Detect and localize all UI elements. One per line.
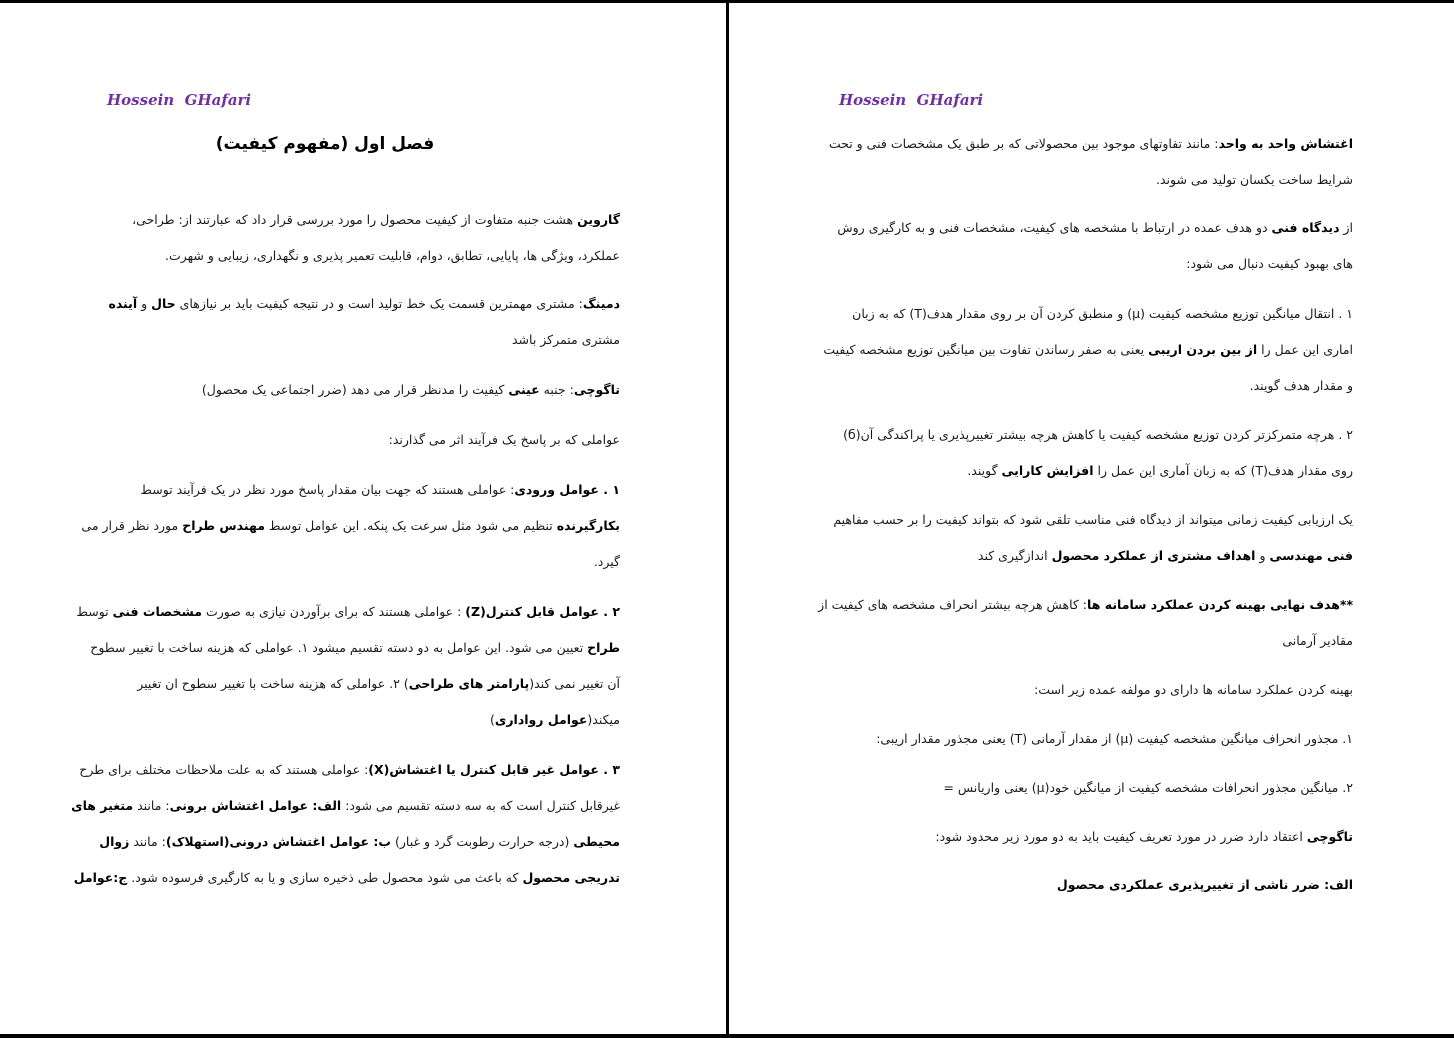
text-run: : مانند تفاوتهای موجود بین محصولاتی که بر طبق یک مشخصات فنی و تحت [828, 136, 1219, 151]
bold-term: حال [151, 296, 176, 311]
paragraph [106, 286, 620, 358]
text-line [839, 210, 1353, 246]
paragraph [839, 417, 1353, 489]
text-run: بهینه کردن عملکرد سامانه ها دارای دو مولفه عمده زیر است: [1034, 682, 1353, 697]
text-run: ۱ . انتقال میانگین توزیع مشخصه کیفیت (μ) و منطبق کردن آن بر روی مقدار هدف(T) که به زبان [852, 306, 1353, 321]
text-run: کیفیت را مدنظر قرار می دهد (ضرر اجتماعی یک محصول) [201, 382, 509, 397]
text-run: های بهبود کیفیت دنبال می شود: [1186, 256, 1353, 271]
text-run: توسط [76, 604, 113, 619]
text-run: ) [490, 712, 495, 727]
bold-term: متغیر های [71, 798, 134, 813]
bold-term: محیطی [573, 834, 620, 849]
bold-term: دیدگاه فنی [1271, 220, 1340, 235]
bold-term: عوامل رواداری [494, 712, 588, 727]
text-line [106, 202, 620, 238]
text-run: : مشتری مهمترین قسمت یک خط تولید است و در نتیجه کیفیت باید بر نیازهای [175, 296, 583, 311]
text-run: : مانند [133, 798, 170, 813]
text-run: گویند. [967, 463, 1002, 478]
paragraph [106, 202, 620, 274]
bold-term: اغتشاش واحد به واحد [1218, 136, 1353, 151]
text-run: مشتری متمرکز باشد [511, 332, 620, 347]
text-run: اعتقاد دارد ضرر در مورد تعریف کیفیت باید به دو مورد زیر محدود شود: [935, 829, 1307, 844]
paragraph [839, 721, 1353, 757]
bold-term: افزایش کارایی [1001, 463, 1094, 478]
paragraph [839, 210, 1353, 282]
text-run: از [1339, 220, 1353, 235]
text-run: عملکرد، ویژگی ها، پایایی، تطابق، دوام، قابلیت تعمیر پذیری و نگهداری، زیبایی و شهرت. [165, 248, 620, 263]
text-line [839, 368, 1353, 404]
bold-term: بکارگیرنده [556, 518, 620, 533]
bold-term: اهداف مشتری از عملکرد محصول [1051, 548, 1256, 563]
paragraph [81, 472, 620, 580]
text-run: ۲ . هرچه متمرکزتر کردن توزیع مشخصه کیفیت یا کاهش هرچه بیشتر تغییرپذیری یا پراکندگی آن(б) [843, 427, 1353, 442]
text-run: و [1255, 548, 1270, 563]
text-line [839, 672, 1353, 708]
text-run: ۱. مجذور انحراف میانگین مشخصه کیفیت (μ) از مقدار آرمانی (T) یعنی مجذور مقدار اریبی: [876, 731, 1353, 746]
bold-term: **هدف نهایی بهینه کردن عملکرد سامانه ها [1087, 597, 1353, 612]
bold-term: ۱ . عوامل ورودی [514, 482, 620, 497]
paragraph [818, 587, 1353, 659]
text-run: اندازگیری کند [977, 548, 1052, 563]
text-line [839, 296, 1353, 332]
bold-term: فنی مهندسی [1269, 548, 1353, 563]
bold-term: ۲ . عوامل قابل کنترل(Z) [465, 604, 620, 619]
bold-term: تاگوچی [573, 382, 620, 397]
left-page-text [71, 202, 620, 896]
text-line [828, 126, 1353, 162]
text-line [823, 332, 1353, 368]
text-run: هشت جنبه متفاوت از کیفیت محصول را مورد بررسی قرار داد که عبارتند از: طراحی، [132, 212, 578, 227]
paragraph [839, 867, 1353, 903]
text-line [106, 702, 620, 738]
text-line [106, 322, 620, 358]
bold-term: ۳ . عوامل غیر قابل کنترل یا اغتشاش(X) [368, 762, 620, 777]
text-line [73, 860, 620, 896]
text-run: گیرد. [593, 554, 620, 569]
text-run: تنظیم می شود مثل سرعت یک پنکه. این عوامل توسط [264, 518, 557, 533]
text-run: شرایط ساخت یکسان تولید می شوند. [1156, 172, 1353, 187]
text-run: مقادیر آرمانی [1282, 633, 1353, 648]
text-run: : کاهش هرچه بیشتر انحراف مشخصه های کیفیت از [818, 597, 1088, 612]
author-header: Hossein GHafari [839, 91, 984, 109]
paragraph [71, 752, 620, 896]
chapter-title: فصل اول (مفهوم کیفیت) [215, 134, 435, 154]
paragraph [839, 770, 1353, 806]
text-line [71, 788, 620, 824]
text-run: : عواملی هستند که به علت ملاحظات مختلف برای طرح [79, 762, 369, 777]
text-run: : جنبه [539, 382, 574, 397]
text-run: و [137, 296, 152, 311]
text-line [99, 824, 620, 860]
text-line [839, 417, 1353, 453]
text-run: ) ۲. عواملی که هزینه ساخت با تغییر سطوح ان تغییر [137, 676, 409, 691]
text-line [839, 770, 1353, 806]
right-page [729, 0, 1454, 1034]
text-run: تعیین می شود. این عوامل به دو دسته تقسیم میشود ۱. عواملی که هزینه ساخت با تغییر سطوح [90, 640, 588, 655]
bold-term: طراح [587, 640, 620, 655]
text-line [81, 508, 620, 544]
bold-term: دمینگ [582, 296, 620, 311]
text-line [76, 594, 620, 630]
text-run: عواملی که بر پاسخ یک فرآیند اثر می گذارند: [388, 432, 620, 447]
bold-term: از بین بردن اریبی [1148, 342, 1258, 357]
text-run: و مقدار هدف گویند. [1249, 378, 1353, 393]
paragraph [76, 594, 620, 738]
text-line [839, 246, 1353, 282]
paragraph [839, 672, 1353, 708]
text-run: یعنی به صفر رساندن تفاوت بین میانگین توزیع مشخصه کیفیت [823, 342, 1149, 357]
text-line [839, 453, 1353, 489]
text-run: غیرقابل کنترل است که به سه دسته تقسیم می شود: [341, 798, 620, 813]
text-line [818, 587, 1353, 623]
text-line [839, 538, 1353, 574]
bold-term: ب: عوامل اغتشاش درونی(استهلاک) [165, 834, 391, 849]
paragraph [833, 502, 1353, 574]
text-run: مورد نظر قرار می [81, 518, 183, 533]
text-run: دو هدف عمده در ارتباط با مشخصه های کیفیت، مشخصات فنی و به کارگیری روش [837, 220, 1272, 235]
text-line [106, 544, 620, 580]
text-run: یک ارزیابی کیفیت زمانی میتواند از دیدگاه فنی مناسب تلقی شود که بتواند کیفیت را بر حسب مفاهیم [833, 512, 1353, 527]
left-page [0, 0, 726, 1034]
bold-term: زوال [99, 834, 130, 849]
text-line [839, 623, 1353, 659]
text-line [106, 422, 620, 458]
text-run: : عواملی هستند که برای برآوردن نیازی به صورت [201, 604, 466, 619]
bold-term: تدریجی محصول [522, 870, 620, 885]
text-run: روی مقدار هدف(T) که به زبان آماری این عمل را [1093, 463, 1353, 478]
text-line [839, 721, 1353, 757]
text-run: : مانند [129, 834, 166, 849]
bold-term: مشخصات فنی [112, 604, 202, 619]
text-line [839, 162, 1353, 198]
text-run: آن تغییر نمی کند( [529, 676, 620, 691]
text-line [833, 502, 1353, 538]
bold-term: عینی [508, 382, 540, 397]
bold-term: گاروین [577, 212, 620, 227]
bottom-border [0, 1034, 1454, 1038]
text-run: : عواملی هستند که جهت بیان مقدار پاسخ مورد نظر در یک فرآیند توسط [140, 482, 515, 497]
text-run: اماری این عمل را [1257, 342, 1353, 357]
text-line [106, 472, 620, 508]
text-line [79, 752, 620, 788]
bold-term: الف: ضرر ناشی از تغییرپذیری عملکردی محصول [1056, 877, 1353, 892]
author-header: Hossein GHafari [107, 91, 252, 109]
text-run: میکند( [587, 712, 620, 727]
text-line [839, 819, 1353, 855]
bold-term: تاگوچی [1306, 829, 1353, 844]
text-run: ۲. میانگین مجذور انحرافات مشخصه کیفیت از میانگین خود(μ) یعنی واریانس = [943, 780, 1353, 795]
right-page-text [818, 126, 1353, 903]
text-run: (درجه حرارت رطوبت گرد و غبار) [391, 834, 574, 849]
bold-term: ج:عوامل [73, 870, 128, 885]
text-run: که باعث می شود محصول طی ذخیره سازی و یا به کارگیری فرسوده شود. [127, 870, 523, 885]
bold-term: آینده [108, 296, 138, 311]
text-line [106, 286, 620, 322]
paragraph [106, 372, 620, 408]
bold-term: الف: عوامل اغتشاش برونی [169, 798, 342, 813]
bold-term: پارامتر های طراحی [408, 676, 530, 691]
text-line [106, 372, 620, 408]
text-line [106, 238, 620, 274]
paragraph [823, 296, 1353, 404]
text-line [106, 666, 620, 702]
text-line [839, 867, 1353, 903]
paragraph [839, 819, 1353, 855]
text-line [90, 630, 620, 666]
paragraph [106, 422, 620, 458]
bold-term: مهندس طراح [182, 518, 265, 533]
paragraph [828, 126, 1353, 198]
